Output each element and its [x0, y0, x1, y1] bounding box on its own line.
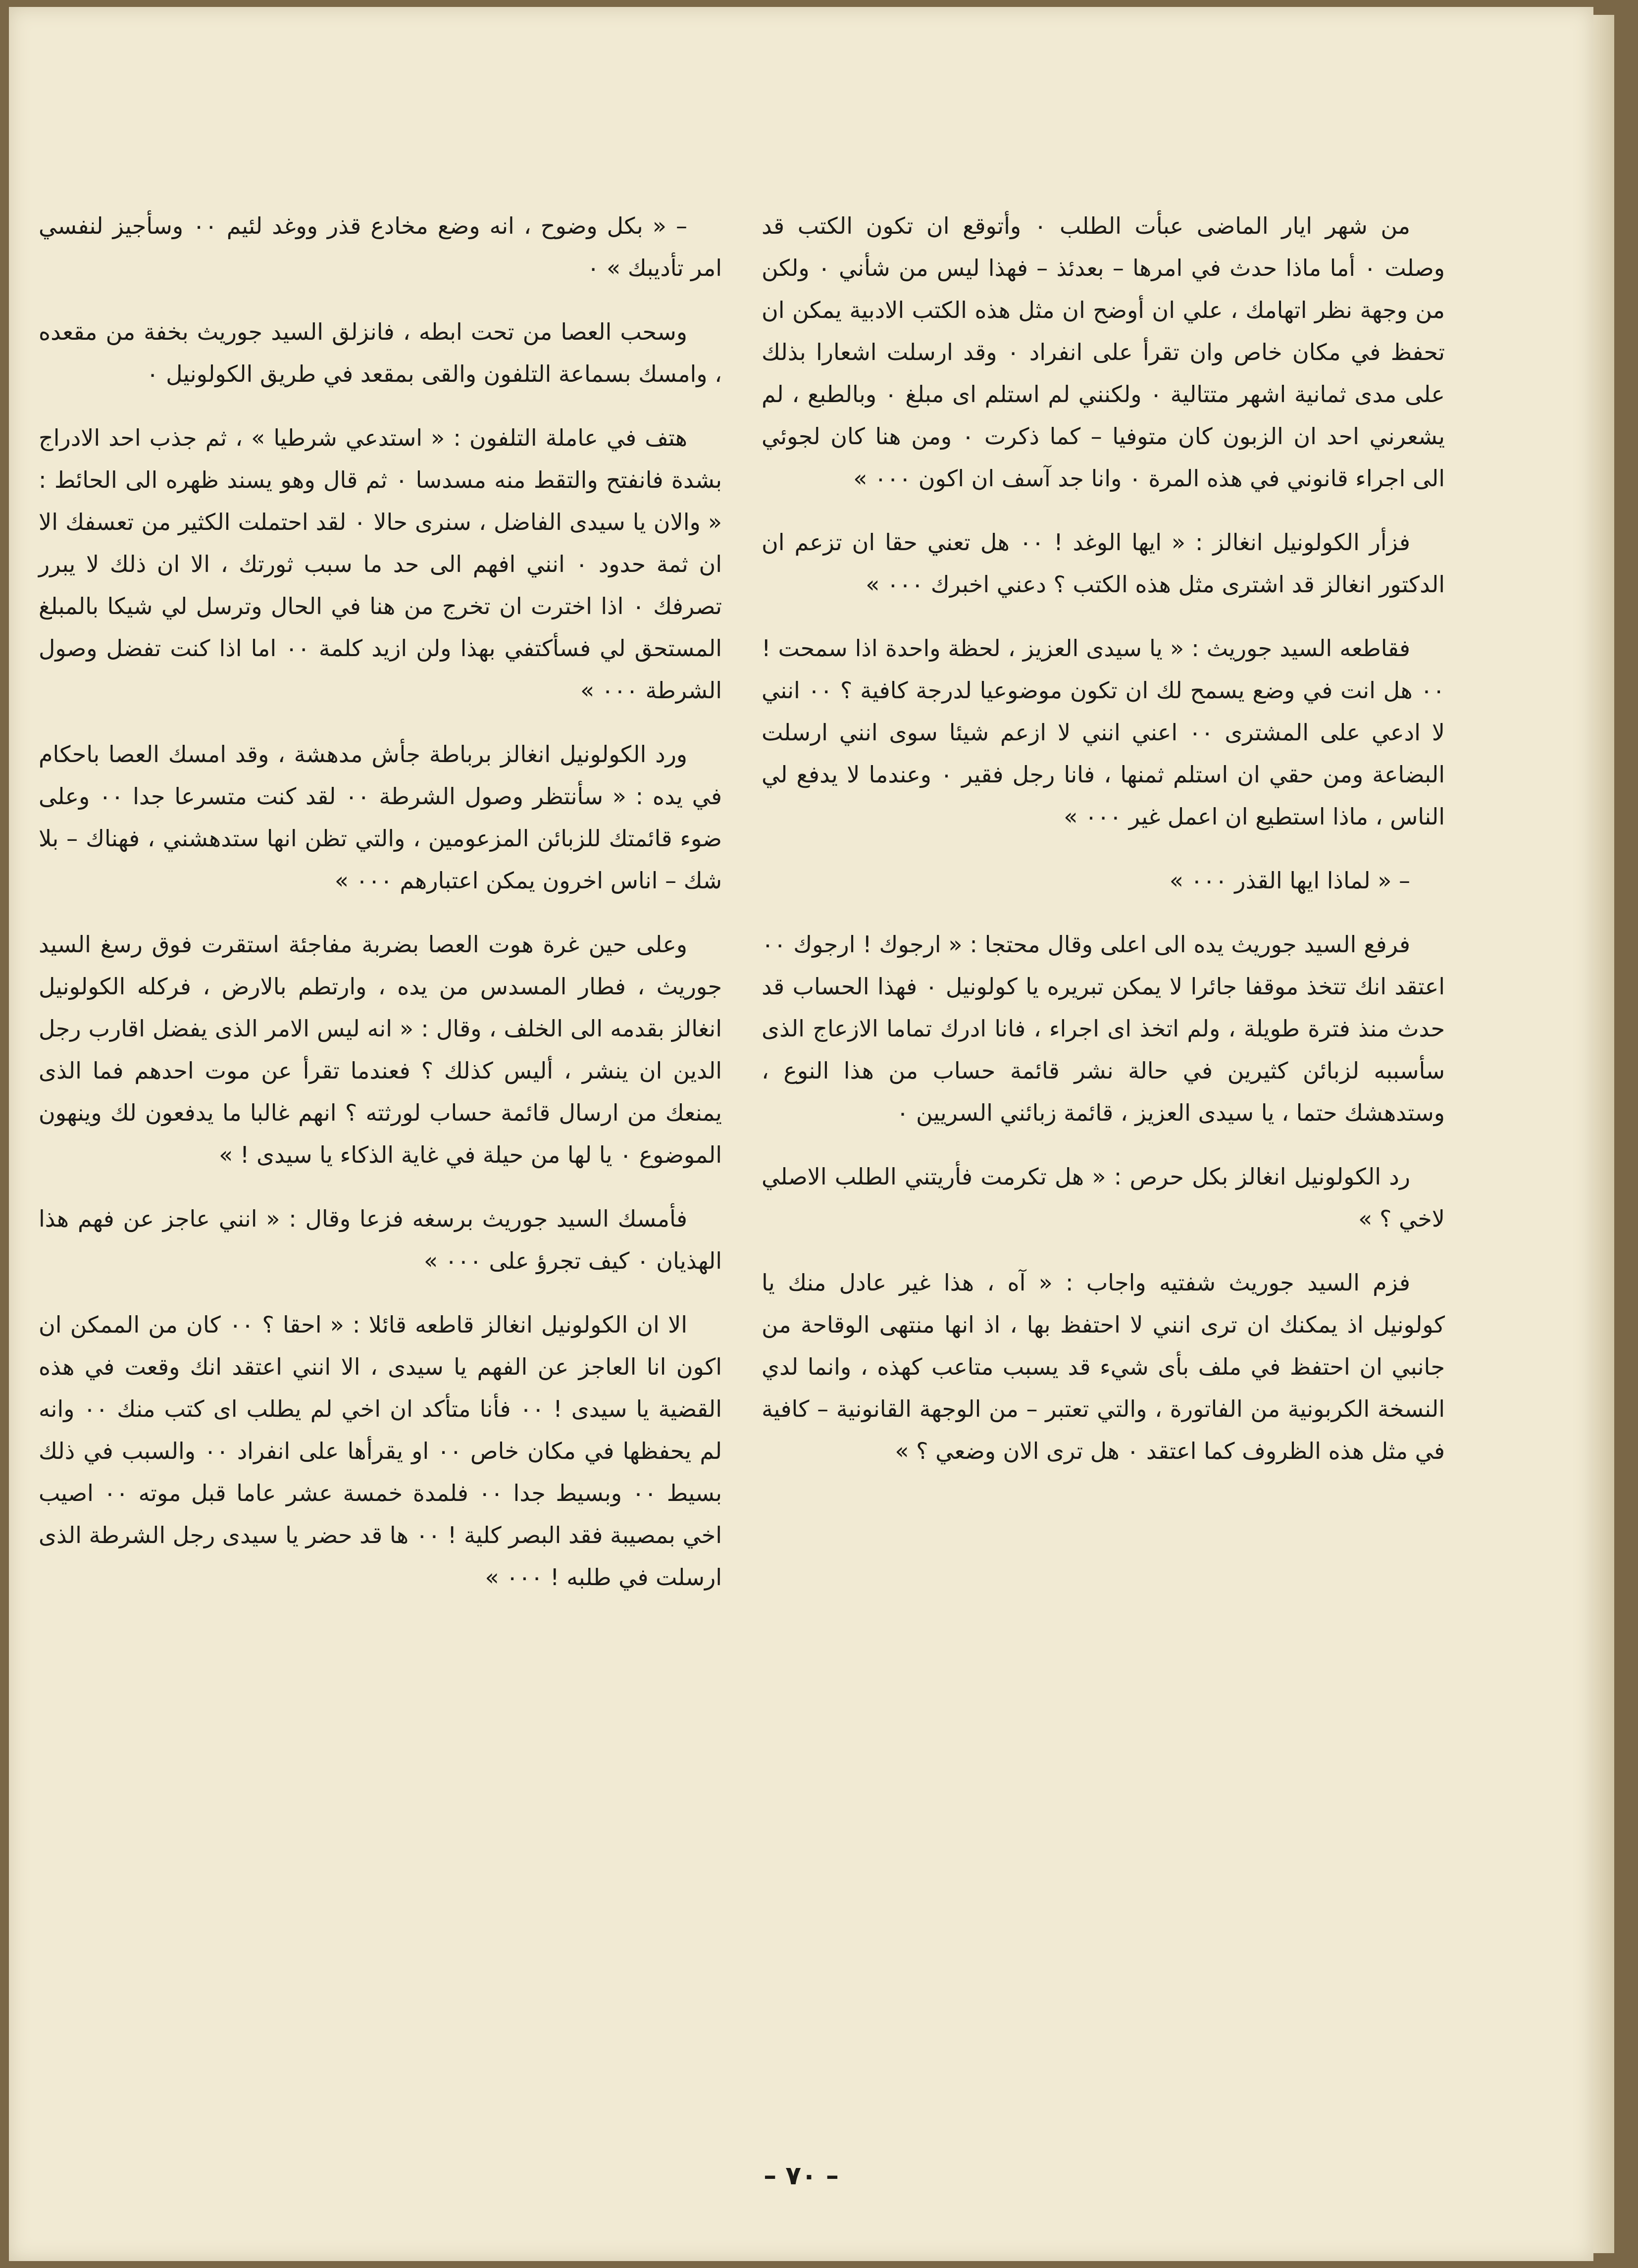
paragraph: الا ان الكولونيل انغالز قاطعه قائلا : « احقا ؟ ٠٠ كان من الممكن ان اكون انا العاجز عن الفهم يا سيدى ، الا انني اعتقد انك وقعت في هذه القضية يا سيدى ! ٠٠ فأنا متأكد ان اخي لم يطلب اى كتب منك ٠٠ وانه لم يحفظها في مكان خاص ٠٠ او يقرأها على انفراد ٠٠ والسبب في ذلك بسيط ٠٠ وبسيط جدا ٠٠ فلمدة خمسة عشر عاما قبل موته ٠٠ اصيب اخي بمصيبة فقد البصر كلية ! ٠٠ ها قد حضر يا سيدى رجل الشرطة الذى ارسلت في طلبه ! ٠٠٠ »	[39, 1311, 722, 1591]
page-number: – ٧٠ –	[764, 2161, 839, 2191]
right-column	[762, 205, 1445, 1494]
paragraph: فرفع السيد جوريث يده الى اعلى وقال محتجا : « ارجوك ! ارجوك ٠٠ اعتقد انك تتخذ موقفا جائرا لا يمكن تبريره يا كولونيل ٠ فهذا الحساب قد حدث منذ فترة طويلة ، ولم اتخذ اى اجراء ، فانا ادرك تماما الازعاج الذى سأسببه لزبائن كثيرين في حالة نشر قائمة حساب من هذا النوع ، وستدهشك حتما ، يا سيدى العزيز ، قائمة زبائني السريين ٠	[762, 931, 1445, 1126]
paragraph: فقاطعه السيد جوريث : « يا سيدى العزيز ، لحظة واحدة اذا سمحت ! ٠٠ هل انت في وضع يسمح لك ان تكون موضوعيا لدرجة كافية ؟ ٠٠ انني لا ادعي على المشترى ٠٠ اعني انني لا ازعم شيئا سوى انني ارسلت البضاعة ومن حقي ان استلم ثمنها ، فانا رجل فقير ٠ وعندما لا يدفع لي الناس ، ماذا استطيع ان اعمل غير ٠٠٠ »	[762, 635, 1445, 830]
paragraph: – « لماذا ايها القذر ٠٠٠ »	[1169, 867, 1410, 894]
left-column	[39, 205, 722, 1620]
paragraph: فزم السيد جوريث شفتيه واجاب : « آه ، هذا غير عادل منك يا كولونيل اذ يمكنك ان ترى انني لا احتفظ بها ، اذ انها منتهى الوقاحة من جانبي ان احتفظ في ملف بأى شيء قد يسبب متاعب كهذه ، وانما لدي النسخة الكربونية من الفاتورة ، والتي تعتبر – من الوجهة القانونية – كافية في مثل هذه الظروف كما اعتقد ٠ هل ترى الان وضعي ؟ »	[762, 1269, 1445, 1464]
paragraph: فأمسك السيد جوريث برسغه فزعا وقال : « انني عاجز عن فهم هذا الهذيان ٠ كيف تجرؤ على ٠٠٠ »	[39, 1205, 722, 1274]
paragraph: رد الكولونيل انغالز بكل حرص : « هل تكرمت فأريتني الطلب الاصلي لاخي ؟ »	[762, 1163, 1445, 1232]
paragraph: وعلى حين غرة هوت العصا بضربة مفاجئة استقرت فوق رسغ السيد جوريث ، فطار المسدس من يده ، وارتطم بالارض ، فركله الكولونيل انغالز بقدمه الى الخلف ، وقال : « انه ليس الامر الذى يفضل اقارب رجل الدين ان ينشر ، أليس كذلك ؟ فعندما تقرأ عن موت احدهم فما الذى يمنعك من ارسال قائمة حساب لورثته ؟ انهم غالبا ما يدفعون لك وينهون الموضوع ٠ يا لها من حيلة في غاية الذكاء يا سيدى ! »	[39, 931, 722, 1168]
paragraph: فزأر الكولونيل انغالز : « ايها الوغد ! ٠٠ هل تعني حقا ان تزعم ان الدكتور انغالز قد اشترى مثل هذه الكتب ؟ دعني اخبرك ٠٠٠ »	[762, 529, 1445, 598]
paragraph: ورد الكولونيل انغالز برباطة جأش مدهشة ، وقد امسك العصا باحكام في يده : « سأنتظر وصول الشرطة ٠٠ لقد كنت متسرعا جدا ٠٠ وعلى ضوء قائمتك للزبائن المزعومين ، والتي تظن انها ستدهشني ، فهناك – بلا شك – اناس اخرون يمكن اعتبارهم ٠٠٠ »	[39, 741, 722, 894]
paragraph: هتف في عاملة التلفون : « استدعي شرطيا » ، ثم جذب احد الادراج بشدة فانفتح والتقط منه مسدسا ٠ ثم قال وهو يسند ظهره الى الحائط : « والان يا سيدى الفاضل ، سنرى حالا ٠ لقد احتملت الكثير من تعسفك الا ان ثمة حدود ٠ انني افهم الى حد ما سبب ثورتك ، الا ان ذلك لا يبرر تصرفك ٠ اذا اخترت ان تخرج من هنا في الحال وترسل لي شيكا بالمبلغ المستحق لي فسأكتفي بهذا ولن ازيد كلمة ٠٠ اما اذا كنت تفضل وصول الشرطة ٠٠٠ »	[39, 424, 722, 704]
paragraph: من شهر ايار الماضى عبأت الطلب ٠ وأتوقع ان تكون الكتب قد وصلت ٠ أما ماذا حدث في امرها – بعدئذ – فهذا ليس من شأني ٠ ولكن من وجهة نظر اتهامك ، علي ان أوضح ان مثل هذه الكتب الادبية يمكن ان تحفظ في مكان خاص وان تقرأ على انفراد ٠ وقد ارسلت اشعارا بذلك على مدى ثمانية اشهر متتالية ٠ ولكنني لم استلم اى مبلغ ٠ وبالطبع ، لم يشعرني احد ان الزبون كان متوفيا – كما ذكرت ٠ ومن هنا كان لجوئي الى اجراء قانوني في هذه المرة ٠ وانا جد آسف ان اكون ٠٠٠ »	[762, 212, 1445, 492]
document-page	[9, 7, 1593, 2261]
paragraph: وسحب العصا من تحت ابطه ، فانزلق السيد جوريث بخفة من مقعده ، وامسك بسماعة التلفون والقى بمقعد في طريق الكولونيل ٠	[39, 318, 722, 387]
paragraph: – « بكل وضوح ، انه وضع مخادع قذر ووغد لئيم ٠٠ وسأجيز لنفسي امر تأديبك » ٠	[39, 212, 722, 281]
